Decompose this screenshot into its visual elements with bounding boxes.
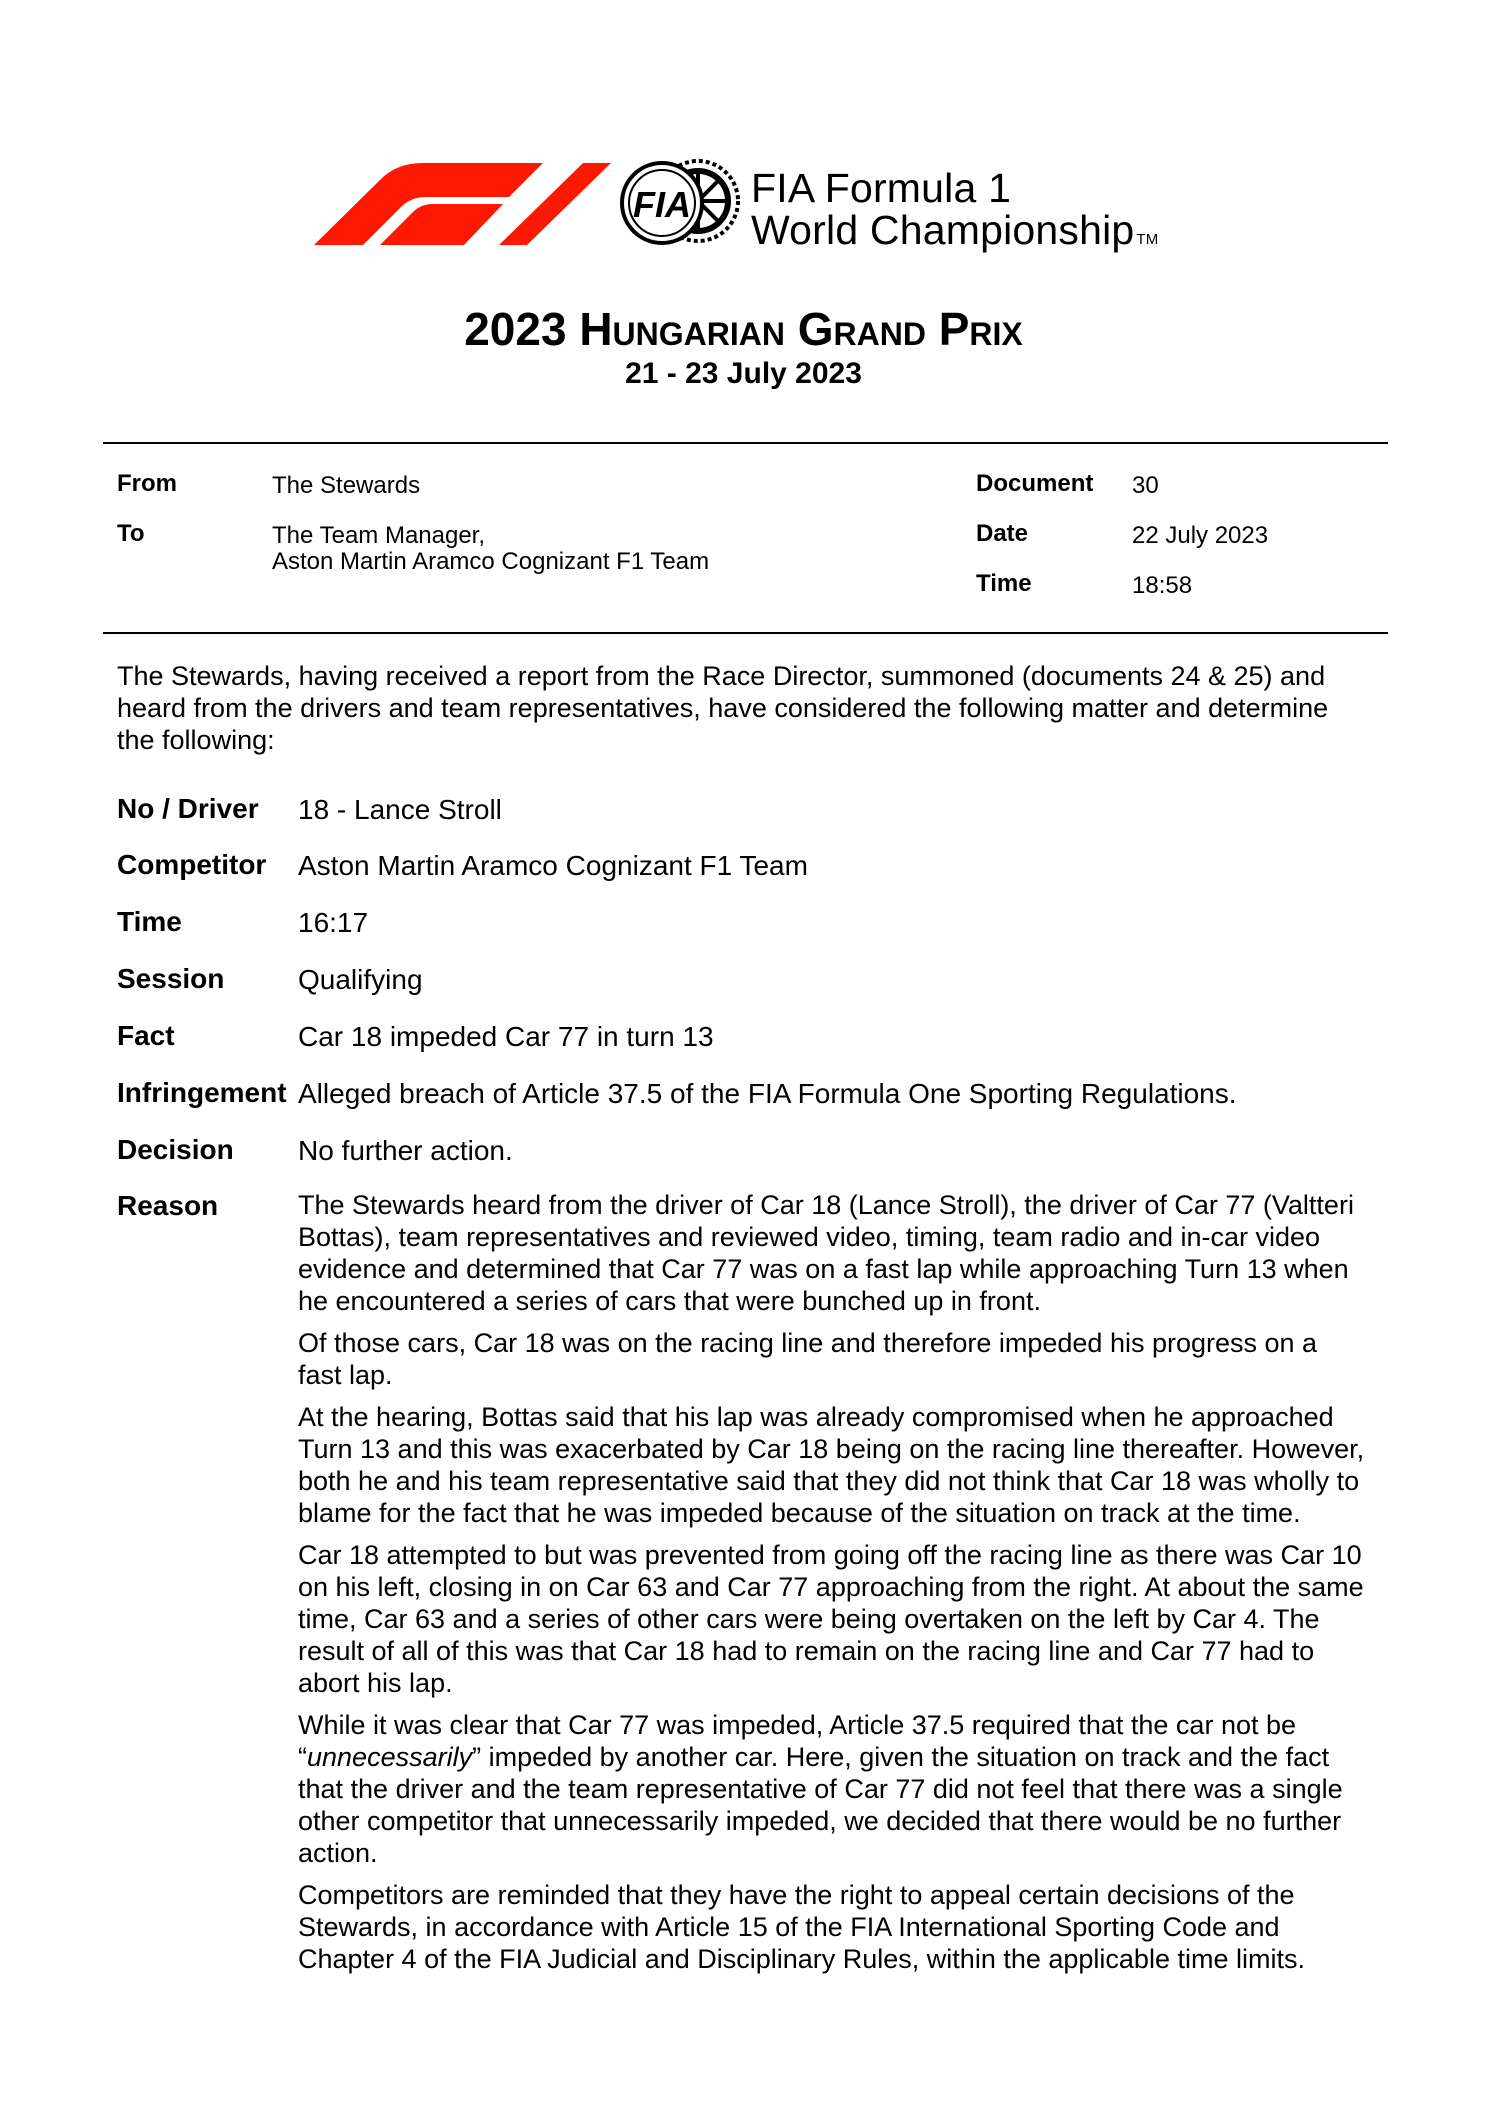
reason-text — [298, 1189, 1368, 1985]
wordmark-line-2 — [751, 209, 1158, 261]
fact-value: Car 18 impeded Car 77 in turn 13 — [298, 1021, 714, 1052]
trademark-symbol: TM — [1136, 231, 1159, 248]
competitor-value: Aston Martin Aramco Cognizant F1 Team — [298, 850, 808, 881]
infringement-value: Alleged breach of Article 37.5 of the FIA Formula One Sporting Regulations. — [298, 1078, 1237, 1109]
wordmark-line-1: FIA Formula 1 — [751, 165, 1012, 211]
document-label: Document — [976, 470, 1094, 497]
event-title: 2023 Hungarian Grand Prix — [464, 303, 1023, 355]
wordmark-line-2-text: World Championship — [751, 207, 1135, 253]
competitor-label: Competitor — [117, 849, 267, 880]
to-label: To — [117, 520, 145, 547]
intro-paragraph: The Stewards, having received a report from the Race Director, summoned (documents 24 & 25) and heard from the drivers and team representatives, have considered the following matter and determine the following: — [117, 661, 1329, 755]
reason-paragraph-5 — [298, 1709, 1368, 1869]
info-box-bottom-rule — [103, 632, 1388, 634]
reason-p5-start: While it was clear that Car 77 was impeded, Article 37.5 required that the car not be “ — [298, 1710, 1297, 1772]
session-label: Session — [117, 963, 225, 994]
from-label: From — [117, 470, 177, 497]
time-value: 18:58 — [1132, 572, 1193, 599]
svg-text:FIA: FIA — [633, 184, 691, 225]
reason-paragraph-2: Of those cars, Car 18 was on the racing line and therefore impeded his progress on a fast lap. — [298, 1328, 1318, 1390]
from-value: The Stewards — [272, 472, 421, 499]
reason-label: Reason — [117, 1190, 219, 1221]
date-label: Date — [976, 520, 1029, 547]
driver-value: 18 - Lance Stroll — [298, 794, 502, 825]
f1-fia-logo — [311, 155, 1211, 255]
incident-time-label: Time — [117, 906, 182, 937]
event-dates: 21 - 23 July 2023 — [625, 357, 862, 390]
reason-paragraph-1: The Stewards heard from the driver of Car 18 (Lance Stroll), the driver of Car 77 (Valtteri Bottas), team representatives and reviewed video, timing, team radio and in-car video evidence and determined that Car 77 was on a fast lap while approaching Turn 13 when he encountered a series of cars that were bunched up in front. — [298, 1190, 1354, 1316]
document-value: 30 — [1132, 472, 1159, 499]
session-value: Qualifying — [298, 964, 423, 995]
info-box-top-rule — [103, 442, 1388, 444]
reason-p5-end: ” impeded by another car. Here, given the situation on track and the fact that the driver and the team representative of Car 77 did not feel that there was a single other competitor that unnecessarily impeded, we decided that there would be no further action. — [298, 1742, 1343, 1868]
reason-paragraph-6: Competitors are reminded that they have the right to appeal certain decisions of the Stewards, in accordance with Article 15 of the FIA International Sporting Code and Chapter 4 of the FIA Judicial and Disciplinary Rules, within the applicable time limits. — [298, 1880, 1305, 1974]
f1-logo-icon — [311, 161, 611, 247]
incident-time-value: 16:17 — [298, 907, 369, 938]
decision-label: Decision — [117, 1134, 234, 1165]
time-label: Time — [976, 570, 1032, 597]
decision-value: No further action. — [298, 1135, 513, 1166]
infringement-label: Infringement — [117, 1077, 287, 1108]
fact-label: Fact — [117, 1020, 175, 1051]
championship-wordmark — [751, 167, 1158, 261]
to-value-line-1: The Team Manager, — [272, 522, 486, 549]
to-value-line-2: Aston Martin Aramco Cognizant F1 Team — [272, 548, 710, 575]
reason-p5-emphasis: unnecessarily — [307, 1742, 473, 1772]
reason-paragraph-4: Car 18 attempted to but was prevented from going off the racing line as there was Car 10 on his left, closing in on Car 63 and Car 77 approaching from the right. At about the same time, Car 63 and a series of other cars were being overtaken on the left by Car 4. The result of all of this was that Car 18 had to remain on the racing line and Car 77 had to abort his lap. — [298, 1540, 1364, 1698]
fia-badge-icon — [614, 155, 744, 255]
date-value: 22 July 2023 — [1132, 522, 1269, 549]
reason-paragraph-3: At the hearing, Bottas said that his lap was already compromised when he approached Turn 13 and this was exacerbated by Car 18 being on the racing line thereafter. However, both he and his team representative said that they did not think that Car 18 was wholly to blame for the fact that he was impeded because of the situation on track at the time. — [298, 1402, 1365, 1528]
driver-label: No / Driver — [117, 793, 259, 824]
